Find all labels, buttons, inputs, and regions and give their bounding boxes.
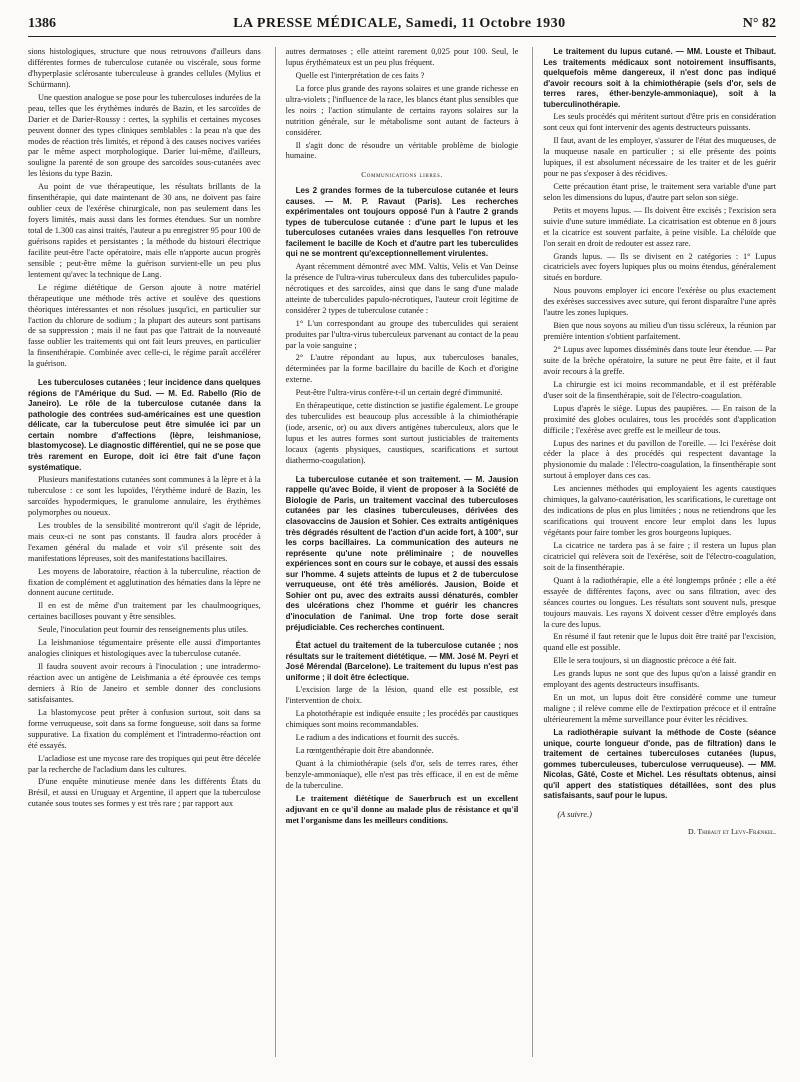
paragraph: Ayant récemment démontré avec MM. Valtis, Velis et Van Deinse la présence de l'ultra-virus tuberculeux dans des tuberculides papulo-nécrotiques et des sarcoïdes, ainsi que dans le sang d'une malade atteinte de tuberculides papulo-nécrotiques, l'auteur croit légitime de considérer 2 types de tuberculose cutanée :: [285, 261, 519, 315]
paragraph: Les seuls procédés qui méritent surtout d'être pris en considération sont ceux qui font intervenir des agents destructeurs puissants.: [543, 112, 777, 133]
paragraph: Il faut, avant de les employer, s'assurer de l'état des muqueuses, de la muqueuse nasale en particulier ; si elle présente des points lupiques, il est absolument nécessaire de les traiter et de les guérir pour ne pas s'exposer à des récidives.: [543, 136, 777, 178]
paragraph: Lupus d'après le siège. Lupus des paupières. — En raison de la proximité des globes oculaires, tous les procédés sont d'application difficile ; l'exérèse avec greffe est le meilleur de tous.: [543, 403, 777, 435]
paragraph: La cicatrice ne tardera pas à se faire ; il restera un lupus plan cicatriciel qui relèvera soit de l'exérèse, soit de l'électro-coagulation, soit de la finsenthérapie.: [543, 540, 777, 572]
page-header: [28, 16, 776, 37]
to-be-continued: (A suivre.): [557, 809, 592, 819]
paragraph: Le radium a des indications et fournit des succès.: [295, 732, 460, 742]
paragraph: Les moyens de laboratoire, réaction à la tuberculine, réaction de fixation de complément et agglutination des hématies dans la lèpre ne donnent aucune certitude.: [28, 566, 261, 598]
page-number: 1386: [28, 16, 56, 31]
section-heading: Communications libres.: [361, 170, 443, 180]
paragraph: Nous pouvons employer ici encore l'exérèse ou plus exactement des exérèses successives avec suture, qui feront disparaître l'une après l'autre les zones lupiques.: [543, 286, 777, 318]
paragraph: La leishmaniose tégumentaire présente elle aussi d'importantes analogies cliniques et histologiques avec la tuberculose cutanée.: [28, 638, 261, 659]
paragraph: Quant à la chimiothérapie (sels d'or, sels de terres rares, éther benzyle-ammoniaque), elle n'est pas très efficace, il en est de même de la tuberculine.: [285, 758, 519, 790]
article-heading: Les 2 grandes formes de la tuberculose cutanée et leurs causes. — M. P. Ravaut (Paris). Les recherches expérimentales ont toujours opposé l'un à l'autre 2 grands types de tuberculose cutanée : d'une part le lupus et les tuberculoses cutanées vraies dans lesquelles l'on retrouve facilement le bacille de Koch et d'autre part les tuberculides qui ne se montrent qu'exceptionnellement virulentes.: [285, 186, 519, 259]
paragraph: Il s'agit donc de résoudre un véritable problème de biologie humaine.: [285, 140, 519, 161]
paragraph: En résumé il faut retenir que le lupus doit être traité par l'excision, quand elle est possible.: [543, 632, 777, 653]
paragraph: Quant à la radiothérapie, elle a été longtemps prônée ; elle a été essayée de différentes façons, avec ou sans filtration, avec des séances courtes ou longues. Les résultats sont souvent nuls, presque toujours mauvais. Les rayons X doivent cesser d'être employés dans la cure des lupus.: [543, 575, 777, 629]
paragraph: 2° Lupus avec lupomes disséminés dans toute leur étendue. — Par suite de la brèche opératoire, la suture ne peut être faite, et il faut avoir recours à la greffe.: [543, 345, 777, 376]
paragraph: Petits et moyens lupus. — Ils doivent être excisés ; l'excision sera suivie d'une suture immédiate. La cicatrisation est obtenue en 8 jours et la cicatrice est souvent parfaite, à peine visible. La chéloïde que l'on serait en droit de redouter est assez rare.: [543, 205, 777, 248]
paragraph: En un mot, un lupus doit être considéré comme une tumeur maligne ; il relève comme elle de l'extirpation précoce et il entraîne ultérieurement la même surveillance pour éviter les récidives.: [543, 693, 777, 725]
paragraph: Il faudra souvent avoir recours à l'inoculation ; une intradermo-réaction avec un antigène de Leishmania a été éprouvée ces temps derniers à Rio de Janeiro et semble donner des conclusions satisfaisantes.: [28, 662, 261, 704]
paragraph: Bien que nous soyons au milieu d'un tissu scléreux, la réunion par première intention s'obtient parfaitement.: [543, 321, 777, 342]
paragraph: Une question analogue se pose pour les tuberculoses indurées de la peau, telles que les érythèmes indurés de Bazin, et les sarcoïdes de Darier et de Darier-Roussy : certes, la syphilis et certaines mycoses peuvent donner des types cliniques semblables : la peau n'a que des modes de réaction très limités, et répond à des causes nocives variées par le même aspect morphologique. Darier lui-même, d'ailleurs, souligne la parenté de son groupe des sarcoïdes sous-cutanées avec les lésions du type Bazin.: [28, 92, 261, 179]
column-2: [275, 47, 519, 1057]
paragraph: Au point de vue thérapeutique, les résultats brillants de la finsenthérapie, qui date maintenant de 30 ans, ne doivent pas faire oublier ceux de l'exérèse chirurgicale, non pas seulement dans les foyers limités, mais aussi dans les formes étendues. Sur un nombre total de 1.300 cas ainsi traités, l'auteur a pu enregistrer 95 pour 100 de guérisons rapides et persistantes ; la méthode du bistouri électrique facilite peut-être l'acte opératoire, mais elle n'apporte aucun progrès sensible ; peut-être même la guérison survient-elle un peu plus lentement qu'avec la technique de Lang.: [28, 182, 261, 279]
paragraph: Cette précaution étant prise, le traitement sera variable d'une part selon les dimensions du lupus, d'autre part selon son siège.: [543, 181, 777, 202]
journal-title: LA PRESSE MÉDICALE, Samedi, 11 Octobre 1930: [233, 16, 566, 31]
paragraph: La force plus grande des rayons solaires et une grande richesse en ultra-violets ; l'influence de la race, les blancs étant plus sensibles que les noirs ; l'action stimulante de certains rayons solaires sur la nutrition générale, sur le métabolisme sont autant de facteurs à considérer.: [285, 83, 519, 137]
paragraph: Elle le sera toujours, si un diagnostic précoce a été fait.: [553, 656, 737, 666]
paragraph: Les anciennes méthodes qui employaient les agents caustiques chimiques, la galvano-cautérisation, les scarifications, le curettage ont des indications de plus en plus limitées ; nous ne retiendrons que les scarifications qui trouvent encore leur emploi dans les lupus végétants pour faire tomber les gros bourgeons lupiques.: [543, 484, 777, 538]
paragraph: Le traitement diététique de Sauerbruch est un excellent adjuvant en ce qu'il donne au malade plus de résistance et qu'il met l'organisme dans les meilleurs conditions.: [285, 793, 519, 825]
paragraph: Grands lupus. — Ils se divisent en 2 catégories : 1° Lupus cicatriciels avec foyers lupiques plus ou moins étendus, généralement situés en bordure.: [543, 251, 777, 283]
paragraph: La photothérapie est indiquée ensuite ; les procédés par caustiques chimiques sont moins recommandables.: [285, 709, 519, 730]
columns: [28, 47, 776, 1057]
paragraph: Le régime diététique de Gerson ajoute à notre matériel thérapeutique une méthode très active et soulève des questions théoriques intéressantes et non résolues jusqu'ici, en particulier sur l'action du chlorure de sodium ; la plupart des auteurs sont partisans de sa suppression ; mais il ne faut pas que l'attrait de la nouveauté fasse oublier les traitements qui ont fait leurs preuves, en particulier la finsenthérapie. Combinée avec celle-ci, le régime paraît accélérer la guérison.: [28, 282, 261, 369]
issue-number: N° 82: [742, 16, 776, 31]
article-heading: Les tuberculoses cutanées ; leur incidence dans quelques régions de l'Amérique du Sud. — M. Ed. Rabello (Rio de Janeiro). Le rôle de la tuberculose cutanée dans la pathologie des contrées sud-américaines est une question délicate, car la tuberculose peut être simulée ici par un certain nombre d'affections (lèpre, leishmaniose, blastomycose). Le diagnostic différentiel, qui ne se pose que très rarement en Europe, doit ici être fait d'une façon systématique.: [28, 378, 261, 472]
paragraph: 2° L'autre répondant au lupus, aux tuberculoses banales, déterminées par la forme bacillaire du bacille de Koch et d'origine externe.: [285, 353, 519, 385]
paragraph: Plusieurs manifestations cutanées sont communes à la lèpre et à la tuberculose : ce sont les lupoïdes, l'érythème induré de Bazin, les sarcoïdes hypodermiques, le granulome annulaire, les érythèmes polymorphes ou noueux.: [28, 475, 261, 517]
paragraph: Lupus des narines et du pavillon de l'oreille. — Ici l'exérèse doit céder la place à des procédés qui respectent davantage la physionomie du malade : l'électro-coagulation, la finsenthérapie sont surtout à employer dans ces cas.: [543, 438, 777, 481]
paragraph: L'excision large de la lésion, quand elle est possible, est l'intervention de choix.: [285, 685, 519, 706]
paragraph: sions histologiques, structure que nous retrouvons d'ailleurs dans différentes formes de tuberculose cutanée ou viscérale, sous forme d'hyperplasie sclérosante tuberculeuse à grandes cellules (Mylius et Schürmann).: [28, 47, 261, 89]
paragraph: Les grands lupus ne sont que des lupus qu'on a laissé grandir en employant des agents destructeurs insuffisants.: [543, 669, 777, 690]
paragraph: Quelle est l'interprétation de ces faits ?: [295, 70, 425, 80]
paragraph: L'acladiose est une mycose rare des tropiques qui peut être décelée par la recherche de l'acladium dans les cultures.: [28, 753, 261, 774]
paragraph: Peut-être l'ultra-virus confère-t-il un certain degré d'immunité.: [295, 388, 503, 398]
paragraph: Les troubles de la sensibilité montreront qu'il s'agit de lépride, mais ceux-ci ne sont pas constants. Il faudra alors procéder à l'examen général du malade et voir s'il présente soit des manifestations lépreuses, soit des manifestations bacillaires.: [28, 520, 261, 563]
article-heading: Le traitement du lupus cutané. — MM. Louste et Thibaut. Les traitements médicaux sont notoirement insuffisants, quelquefois même dangereux, il n'est donc pas indiqué d'avoir recours soit à la chimiothérapie (sels d'or, sels de terres rares, éther-benzyle-ammoniaque), soit à la tuberculinothérapie.: [543, 47, 777, 109]
article-heading: La radiothérapie suivant la méthode de Coste (séance unique, courte longueur d'onde, pas de filtration) dans le traitement de certaines tuberculoses cutanées (lupus, gommes tuberculeuses, tuberculose verruqueuse). — MM. Nicolas, Gâté, Coste et Michel. Les résultats obtenus, ainsi qu'il appert des statistiques détaillées, sont des plus satisfaisants, sauf pour le lupus.: [543, 727, 777, 801]
article-heading: État actuel du traitement de la tuberculose cutanée ; nos résultats sur le traitement diététique. — MM. José M. Peyri et José Mérendal (Barcelone). Le traitement du lupus n'est pas uniforme ; il doit être éclectique.: [285, 641, 519, 682]
paragraph: La chirurgie est ici moins recommandable, et il est préférable d'user soit de la finsenthérapie, soit de l'électro-coagulation.: [543, 379, 777, 400]
paragraph: En thérapeutique, cette distinction se justifie également. Le groupe des tuberculides est beaucoup plus accessible à la chimiothérapie (iode, arsenic, or) ou aux divers antigènes tuberculeux, alors que le lupus et les autres formes sont surtout justiciables de traitements locaux (agents physiques, caustiques, scarifications et surtout diathermo-coagulation).: [285, 401, 519, 465]
signature: D. Thibaut et Levy-Frænkel.: [687, 826, 777, 836]
paragraph: autres dermatoses ; elle atteint rarement 0,025 pour 100. Seul, le lupus érythémateux est un peu plus fréquent.: [285, 47, 519, 67]
paragraph: 1° L'un correspondant au groupe des tuberculides qui seraient produites par l'ultra-virus tuberculeux parvenant au contact de la peau par la voie sanguine ;: [285, 318, 519, 350]
paragraph: La rœntgenthérapie doit être abandonnée.: [295, 745, 434, 755]
column-3: [532, 47, 776, 1057]
paragraph: La blastomycose peut prêter à confusion surtout, soit dans sa forme verruqueuse, soit dans sa forme fongueuse, soit dans sa forme suppurative. La fixation du complément et l'intradermo-réaction ont été essayés.: [28, 707, 261, 750]
paragraph: Seule, l'inoculation peut fournir des renseignements plus utiles.: [38, 625, 249, 635]
paragraph: Il en est de même d'un traitement par les chaulmoogriques, certaines bacilloses pouvant y être sensibles.: [28, 601, 261, 622]
column-1: [28, 47, 261, 1057]
paragraph: D'une enquête minutieuse menée dans les différents États du Brésil, et aussi en Uruguay et Argentine, il appert que la tuberculose cutanée sous toutes ses formes y est très rare ; par rapport aux: [28, 777, 261, 809]
article-heading: La tuberculose cutanée et son traitement. — M. Jausion rappelle qu'avec Boide, il vient de proposer à la Société de Biologie de Paris, un traitement vaccinal des tuberculoses cutanées par les clasines tuberculeuses, dérivées des clasovaccins de Jausion et Sohier. Ces extraits antigéniques très dégradés résultent de l'action d'un acide fort, à 100°, sur les corps bacillaires. La communication des auteurs ne représente qu'une note préliminaire ; de nouvelles expériences sont en cours sur le cobaye, et aussi des essais sur l'homme. 4 sujets atteints de lupus et 2 de tuberculose verruqueuse, ont été très améliorés. Jausion, Boide et Sohier ont pu, avec des extraits aussi dénaturés, combler des ulcérations chez l'homme et guérir les chancres d'inoculation de l'animal. Une trop forte dose serait préjudiciable. Ces recherches continuent.: [285, 474, 519, 632]
